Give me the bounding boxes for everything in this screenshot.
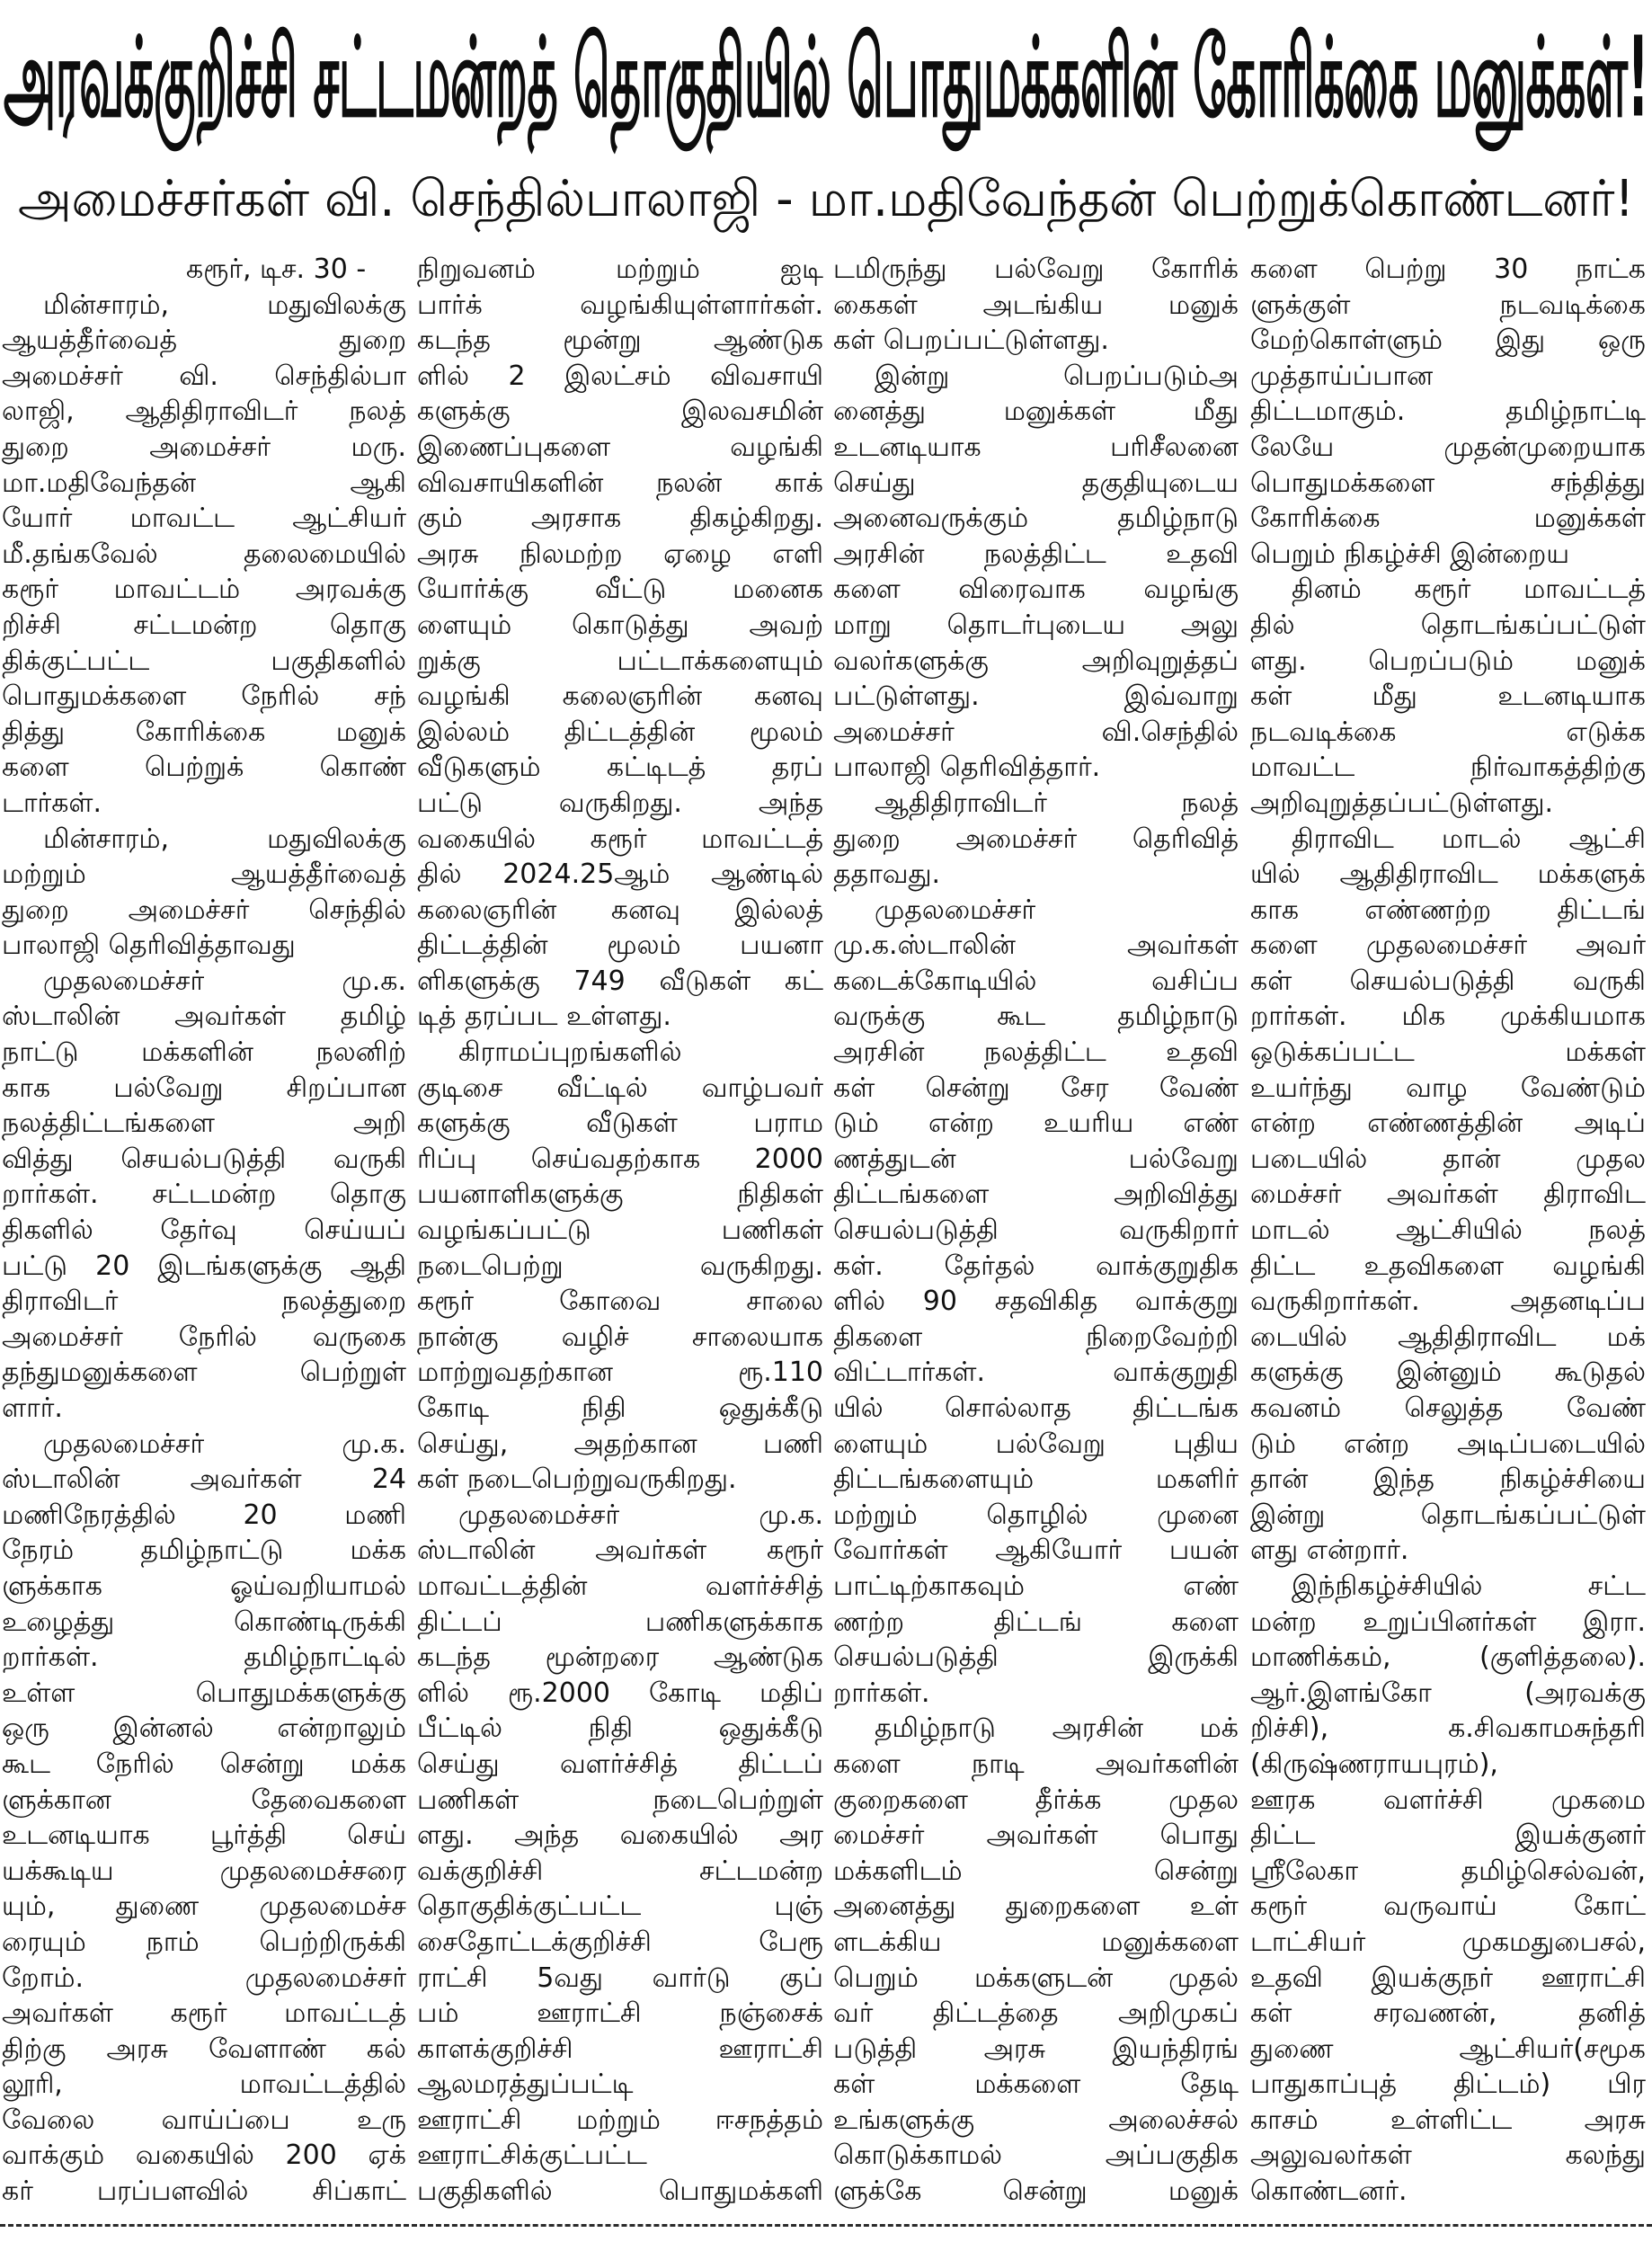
article-line: ளுக்குள் நடவடிக்கை <box>1250 289 1646 321</box>
article-line: திட்ட உதவிகளை வழங்கி <box>1250 1250 1646 1282</box>
article-line: ளையும் பல்வேறு புதிய <box>833 1428 1239 1460</box>
article-line: றார்கள். மிக முக்கியமாக <box>1250 1001 1646 1033</box>
article-line: முதலமைச்சர் மு.க. <box>43 1428 406 1460</box>
article-line: பாலாஜி தெரிவித்தாவது <box>2 930 296 962</box>
article-line: துறை அமைச்சர் தெரிவித் <box>833 823 1239 855</box>
article-line: ஊராட்சிக்குட்பட்ட <box>417 2140 647 2172</box>
article-line: தமிழ்நாடு அரசின் மக் <box>875 1713 1239 1745</box>
article-line: இல்லம் திட்டத்தின் மூலம் <box>417 716 823 748</box>
article-line: வருக்கு கூட தமிழ்நாடு <box>833 1001 1239 1033</box>
article-line: திட்டப் பணிகளுக்காக <box>417 1606 823 1638</box>
article-line: வக்குறிச்சி சட்டமன்ற <box>417 1855 823 1887</box>
article-line: ளிகளுக்கு 749 வீடுகள் கட் <box>417 965 823 997</box>
article-line: கும் அரசாக திகழ்கிறது. <box>417 503 823 535</box>
article-line: பொதுமக்களை சந்தித்து <box>1250 467 1646 499</box>
article-line: கள் பெறப்பட்டுள்ளது. <box>833 325 1109 357</box>
article-line: கொண்டனர். <box>1250 2175 1408 2208</box>
article-line: கள் சென்று சேர வேண் <box>833 1072 1239 1104</box>
article-line: யும், துணை முதலமைச்ச <box>2 1891 406 1923</box>
article-line: ஊராட்சி மற்றும் ஈசநத்தம் <box>417 2104 823 2136</box>
article-line: துறை அமைச்சர் மரு. <box>2 431 406 463</box>
article-line: நடவடிக்கை எடுக்க <box>1250 716 1646 748</box>
article-line: தொகுதிக்குட்பட்ட புஞ் <box>417 1891 823 1923</box>
article-line: திராவிட மாடல் ஆட்சி <box>1292 823 1646 855</box>
article-line: திட்டத்தின் மூலம் பயனா <box>417 930 823 962</box>
article-line: உழைத்து கொண்டிருக்கி <box>2 1606 406 1638</box>
article-line: பெறும் மக்களுடன் முதல் <box>833 1962 1239 1994</box>
article-line: காசம் உள்ளிட்ட அரசு <box>1250 2104 1646 2136</box>
article-line: பாட்டிற்காகவும் எண் <box>833 1570 1239 1602</box>
article-line: நலத்திட்டங்களை அறி <box>2 1108 406 1140</box>
article-line: உதவி இயக்குநர் ஊராட்சி <box>1250 1962 1646 1994</box>
article-line: லாஜி, ஆதிதிராவிடர் நலத் <box>2 396 406 428</box>
article-line: ஸ்டாலின் அவர்கள் 24 <box>2 1464 406 1496</box>
article-line: யில் ஆதிதிராவிட மக்களுக் <box>1250 859 1646 891</box>
article-line: றார்கள். தமிழ்நாட்டில் <box>2 1641 406 1674</box>
article-line: கைகள் அடங்கிய மனுக் <box>833 289 1239 321</box>
headline: அரவக்குறிச்சி சட்டமன்றத் தொகுதியில் பொதுமக்களின் கோரிக்கை மனுக்கள்! <box>4 13 1648 142</box>
article-line: மாற்றுவதற்கான ரூ.110 <box>417 1357 823 1389</box>
article-line: செயல்படுத்தி இருக்கி <box>833 1641 1239 1674</box>
article-line: ஸ்டாலின் அவர்கள் தமிழ் <box>2 1001 406 1033</box>
article-column-2 <box>417 252 823 2215</box>
article-line: களை நாடி அவர்களின் <box>833 1748 1239 1780</box>
article-line: அரசு நிலமற்ற ஏழை எளி <box>417 538 823 570</box>
article-line: வலர்களுக்கு அறிவுறுத்தப் <box>833 645 1239 677</box>
article-line: கடந்த மூன்றரை ஆண்டுக <box>417 1641 823 1674</box>
article-line: கரூர் மாவட்டம் அரவக்கு <box>2 574 406 606</box>
article-column-1 <box>2 252 406 2215</box>
article-line: ஸ்டாலின் அவர்கள் கரூர் <box>417 1535 823 1567</box>
article-line: செய்து, அதற்கான பணி <box>417 1428 823 1460</box>
article-column-4 <box>1250 252 1646 2215</box>
article-line: னைத்து மனுக்கள் மீது <box>833 396 1239 428</box>
article-line: உள்ள பொதுமக்களுக்கு <box>2 1677 406 1709</box>
article-line: ளடக்கிய மனுக்களை <box>833 1926 1239 1958</box>
article-line: ஸ்ரீலேகா தமிழ்செல்வன், <box>1250 1855 1646 1887</box>
article-line: களுக்கு இலவசமின் <box>417 396 823 428</box>
article-line: பார்க் வழங்கியுள்ளார்கள். <box>417 289 823 321</box>
article-line: றிச்சி சட்டமன்ற தொகு <box>2 609 406 641</box>
article-line: ளில் 2 இலட்சம் விவசாயி <box>417 360 823 392</box>
article-line: வழங்கி கலைஞரின் கனவு <box>417 681 823 713</box>
article-line: திட்ட இயக்குனர் <box>1250 1819 1646 1852</box>
article-line: கிராமப்புறங்களில் <box>458 1036 682 1069</box>
article-line: கோடி நிதி ஒதுக்கீடு <box>417 1392 823 1424</box>
article-line: யோர் மாவட்ட ஆட்சியர் <box>2 503 406 535</box>
article-line: காளக்குறிச்சி ஊராட்சி <box>417 2033 823 2065</box>
article-line: களுக்கு இன்னும் கூடுதல் <box>1250 1357 1646 1389</box>
article-line: திகளில் தேர்வு செய்யப் <box>2 1214 406 1247</box>
article-line: வர் திட்டத்தை அறிமுகப் <box>833 1997 1239 2030</box>
article-line: மின்சாரம், மதுவிலக்கு <box>43 823 406 855</box>
article-paragraph <box>833 893 1239 1712</box>
article-line: களை முதலமைச்சர் அவர் <box>1250 930 1646 962</box>
article-line: மன்ற உறுப்பினர்கள் இரா. <box>1250 1606 1646 1638</box>
article-line: றார்கள். <box>833 1677 930 1709</box>
article-line: தில் 2024.25ஆம் ஆண்டில் <box>417 859 823 891</box>
article-line: செய்து வளர்ச்சித் திட்டப் <box>417 1748 823 1780</box>
article-line: மணிநேரத்தில் 20 மணி <box>2 1499 406 1531</box>
article-line: ரையும் நாம் பெற்றிருக்கி <box>2 1926 406 1958</box>
article-line: தில் தொடங்கப்பட்டுள் <box>1250 609 1646 641</box>
article-line: ளது. பெறப்படும் மனுக் <box>1250 645 1646 677</box>
article-line: விவசாயிகளின் நலன் காக் <box>417 467 823 499</box>
article-line: ளுக்கே சென்று மனுக் <box>833 2175 1239 2208</box>
article-paragraph <box>833 786 1239 893</box>
article-line: அமைச்சர் வி.செந்தில் <box>833 716 1239 748</box>
article-line: மீ.தங்கவேல் தலைமையில் <box>2 538 406 570</box>
article-line: கரூர் வருவாய் கோட் <box>1250 1891 1646 1923</box>
article-line: விட்டார்கள். வாக்குறுதி <box>833 1357 1239 1389</box>
article-paragraph <box>1250 822 1646 1569</box>
article-line: லூரி, மாவட்டத்தில் <box>2 2069 406 2101</box>
article-line: டித் தரப்பட உள்ளது. <box>417 1001 671 1033</box>
article-line: டையில் ஆதிதிராவிட மக் <box>1250 1321 1646 1353</box>
article-line: ஒடுக்கப்பட்ட மக்கள் <box>1250 1036 1646 1069</box>
article-line: டாட்சியர் முகமதுபைசல், <box>1250 1926 1646 1958</box>
article-line: ளார். <box>2 1392 63 1424</box>
article-paragraph <box>2 1427 406 2210</box>
article-line: பட்டு வருகிறது. அந்த <box>417 787 823 819</box>
article-line: கள் மீது உடனடியாக <box>1250 681 1646 713</box>
article-line: ணற்ற திட்டங் களை <box>833 1606 1239 1638</box>
article-line: வித்து செயல்படுத்தி வருகி <box>2 1143 406 1175</box>
article-line: திகளை நிறைவேற்றி <box>833 1321 1239 1353</box>
article-line: வோர்கள் ஆகியோர் பயன் <box>833 1535 1239 1567</box>
article-line: திட்டமாகும். தமிழ்நாட்டி <box>1250 396 1646 428</box>
article-line: இன்று தொடங்கப்பட்டுள் <box>1250 1499 1646 1531</box>
article-paragraph <box>1250 572 1646 821</box>
article-line: மைச்சர் அவர்கள் பொது <box>833 1819 1239 1852</box>
article-line: அறிவுறுத்தப்பட்டுள்ளது. <box>1250 787 1554 819</box>
article-line: படையில் தான் முதல <box>1250 1143 1646 1175</box>
article-line: ளது. அந்த வகையில் அர <box>417 1819 823 1852</box>
article-line: கவனம் செலுத்த வேண் <box>1250 1392 1646 1424</box>
article-line: மைச்சர் அவர்கள் திராவிட <box>1250 1179 1646 1211</box>
article-line: இன்று பெறப்படும்அ <box>875 360 1239 392</box>
article-paragraph <box>2 964 406 1427</box>
article-line: துணை ஆட்சியர்(சமூக <box>1250 2033 1646 2065</box>
article-line: பீட்டில் நிதி ஒதுக்கீடு <box>417 1713 823 1745</box>
article-line: ளுக்காக ஓய்வறியாமல் <box>2 1570 406 1602</box>
article-line: வாக்கும் வகையில் 200 ஏக் <box>2 2140 406 2172</box>
article-line: துறை அமைச்சர் செந்தில் <box>2 894 406 926</box>
article-line: தான் இந்த நிகழ்ச்சியை <box>1250 1464 1646 1496</box>
article-line: இணைப்புகளை வழங்கி <box>417 431 823 463</box>
article-line: ஆலமரத்துப்பட்டி <box>417 2069 634 2101</box>
article-line: ஆர்.இளங்கோ (அரவக்கு <box>1250 1677 1646 1709</box>
article-line: சைதோட்டக்குறிச்சி பேரூ <box>417 1926 823 1958</box>
article-line: டமிருந்து பல்வேறு கோரிக் <box>833 254 1239 285</box>
article-line: செய்து தகுதியுடைய <box>833 467 1239 499</box>
article-line: களை பெற்றுக் கொண் <box>2 752 406 784</box>
article-paragraph <box>417 252 823 1035</box>
article-line: அனைத்து துறைகளை உள் <box>833 1891 1239 1923</box>
article-line: ளது என்றார். <box>1250 1535 1409 1567</box>
article-line: அரசின் நலத்திட்ட உதவி <box>833 538 1239 570</box>
article-line: உடனடியாக பரிசீலனை <box>833 431 1239 463</box>
article-line: அரசின் நலத்திட்ட உதவி <box>833 1036 1239 1069</box>
article-line: யோர்க்கு வீட்டு மனைக <box>417 574 823 606</box>
article-line: அமைச்சர் நேரில் வருகை <box>2 1321 406 1353</box>
article-line: கூட நேரில் சென்று மக்க <box>2 1748 406 1780</box>
article-line: டும் என்ற உயரிய எண் <box>833 1108 1239 1140</box>
article-line: ரிப்பு செய்வதற்காக 2000 <box>417 1143 823 1175</box>
article-line: நிறுவனம் மற்றும் ஐடி <box>417 254 823 285</box>
article-line: லேயே முதன்முறையாக <box>1250 431 1646 463</box>
article-line: மாறு தொடர்புடைய அலு <box>833 609 1239 641</box>
article-line: காக பல்வேறு சிறப்பான <box>2 1072 406 1104</box>
article-line: ஆயத்தீர்வைத் துறை <box>2 325 406 357</box>
article-line: பொதுமக்களை நேரில் சந் <box>2 681 406 713</box>
article-line: றார்கள். சட்டமன்ற தொகு <box>2 1179 406 1211</box>
article-line: தித்து கோரிக்கை மனுக் <box>2 716 406 748</box>
article-line: கடந்த மூன்று ஆண்டுக <box>417 325 823 357</box>
article-line: வருகிறார்கள். அதனடிப்ப <box>1250 1286 1646 1318</box>
article-line: ளையும் கொடுத்து அவற் <box>417 609 823 641</box>
article-line: பகுதிகளில் பொதுமக்களி <box>417 2175 823 2208</box>
article-paragraph <box>2 822 406 964</box>
article-line: செயல்படுத்தி வருகிறார் <box>833 1214 1239 1247</box>
article-line: திட்டங்களையும் மகளிர் <box>833 1464 1239 1496</box>
article-paragraph <box>833 252 1239 359</box>
article-line: மாவட்டத்தின் வளர்ச்சித் <box>417 1570 823 1602</box>
article-line: ளில் ரூ.2000 கோடி மதிப் <box>417 1677 823 1709</box>
article-line: மு.க.ஸ்டாலின் அவர்கள் <box>833 930 1239 962</box>
article-line: என்ற எண்ணத்தின் அடிப் <box>1250 1108 1646 1140</box>
article-line: கோரிக்கை மனுக்கள் <box>1250 503 1646 535</box>
article-line: றுக்கு பட்டாக்களையும் <box>417 645 823 677</box>
article-line: மா.மதிவேந்தன் ஆகி <box>2 467 406 499</box>
article-line: ளில் 90 சதவிகித வாக்குறு <box>833 1286 1239 1318</box>
article-line: அனைவருக்கும் தமிழ்நாடு <box>833 503 1239 535</box>
article-line: களை பெற்று 30 நாட்க <box>1250 254 1646 285</box>
article-line: கர் பரப்பளவில் சிப்காட் <box>2 2175 406 2208</box>
article-line: பயனாளிகளுக்கு நிதிகள் <box>417 1179 823 1211</box>
article-line: கடைக்கோடியில் வசிப்ப <box>833 965 1239 997</box>
article-line: அமைச்சர் வி. செந்தில்பா <box>2 360 406 392</box>
article-line: கள் மக்களை தேடி <box>833 2069 1239 2101</box>
article-line: கரூர் கோவை சாலை <box>417 1286 823 1318</box>
article-line: (கிருஷ்ணராயபுரம்), <box>1250 1748 1498 1780</box>
article-paragraph <box>833 1711 1239 2209</box>
article-line: றிச்சி), க.சிவகாமசுந்தரி <box>1250 1713 1646 1745</box>
article-line: ஊரக வளர்ச்சி முகமை <box>1250 1784 1646 1816</box>
article-line: வகையில் கரூர் மாவட்டத் <box>417 823 823 855</box>
article-paragraph <box>2 288 406 822</box>
article-line: திராவிடர் நலத்துறை <box>2 1286 406 1318</box>
article-line: பட்டு 20 இடங்களுக்கு ஆதி <box>2 1250 406 1282</box>
article-line: டார்கள். <box>2 787 102 819</box>
article-line: நான்கு வழிச் சாலையாக <box>417 1321 823 1353</box>
article-line: முதலமைச்சர் மு.க. <box>458 1499 823 1531</box>
article-paragraph <box>1250 252 1646 572</box>
article-line: யக்கூடிய முதலமைச்சரை <box>2 1855 406 1887</box>
article-line: மக்களிடம் சென்று <box>833 1855 1239 1887</box>
article-line: களுக்கு வீடுகள் பராம <box>417 1108 823 1140</box>
article-line: முதலமைச்சர் <box>875 894 1036 926</box>
article-line: உங்களுக்கு அலைச்சல் <box>833 2104 1239 2136</box>
article-line: றோம். முதலமைச்சர் <box>2 1962 406 1994</box>
article-line: படுத்தி அரசு இயந்திரங் <box>833 2033 1239 2065</box>
article-line: கள் சரவணன், தனித் <box>1250 1997 1646 2030</box>
article-line: பாலாஜி தெரிவித்தார். <box>833 752 1101 784</box>
article-line: யில் சொல்லாத திட்டங்க <box>833 1392 1239 1424</box>
article-line: மின்சாரம், மதுவிலக்கு <box>43 289 406 321</box>
article-line: பட்டுள்ளது. இவ்வாறு <box>833 681 1239 713</box>
article-line: வேலை வாய்ப்பை உரு <box>2 2104 406 2136</box>
article-line: கள் நடைபெற்றுவருகிறது. <box>417 1464 737 1496</box>
article-line: உடனடியாக பூர்த்தி செய் <box>2 1819 406 1852</box>
article-line: இந்நிகழ்ச்சியில் சட்ட <box>1292 1570 1646 1602</box>
bottom-dashed-rule <box>0 2224 1652 2227</box>
article-paragraph <box>833 359 1239 786</box>
article-line: அவர்கள் கரூர் மாவட்டத் <box>2 1997 406 2030</box>
article-line: மற்றும் தொழில் முனை <box>833 1499 1239 1531</box>
article-line: களை விரைவாக வழங்கு <box>833 574 1239 606</box>
article-line: ணத்துடன் பல்வேறு <box>833 1143 1239 1175</box>
article-line: குடிசை வீட்டில் வாழ்பவர் <box>417 1072 823 1104</box>
article-line: திட்டங்களை அறிவித்து <box>833 1179 1239 1211</box>
article-line: நாட்டு மக்களின் நலனிற் <box>2 1036 406 1069</box>
article-line: கள் செயல்படுத்தி வருகி <box>1250 965 1646 997</box>
article-paragraph <box>417 1035 823 1498</box>
article-line: ஆதிதிராவிடர் நலத் <box>875 787 1239 819</box>
article-line: வழங்கப்பட்டு பணிகள் <box>417 1214 823 1247</box>
article-line: முத்தாய்ப்பான <box>1250 360 1434 392</box>
article-line: கொடுக்காமல் அப்பகுதிக <box>833 2140 1239 2172</box>
article-line: மாவட்ட நிர்வாகத்திற்கு <box>1250 752 1646 784</box>
subheadline: அமைச்சர்கள் வி. செந்தில்பாலாஜி - மா.மதிவேந்தன் பெற்றுக்கொண்டனர்! <box>18 170 1634 228</box>
article-line: அலுவலர்கள் கலந்து <box>1250 2140 1646 2172</box>
article-line: முதலமைச்சர் மு.க. <box>43 965 406 997</box>
article-line: திக்குட்பட்ட பகுதிகளில் <box>2 645 406 677</box>
article-line: கலைஞரின் கனவு இல்லத் <box>417 894 823 926</box>
article-line: மேற்கொள்ளும் இது ஒரு <box>1250 325 1646 357</box>
dateline: கரூர், டிச. 30 - <box>186 254 367 285</box>
article-line: டும் என்ற அடிப்படையில் <box>1250 1428 1646 1460</box>
article-line: காக எண்ணற்ற திட்டங் <box>1250 894 1646 926</box>
article-line: ராட்சி 5வது வார்டு குப் <box>417 1962 823 1994</box>
article-line: வீடுகளும் கட்டிடத் தரப் <box>417 752 823 784</box>
article-line: பம் ஊராட்சி நஞ்சைக் <box>417 1997 823 2030</box>
article-line: ளுக்கான தேவைகளை <box>2 1784 406 1816</box>
article-line: மற்றும் ஆயத்தீர்வைத் <box>2 859 406 891</box>
article-line: பணிகள் நடைபெற்றுள் <box>417 1784 823 1816</box>
article-line: கள். தேர்தல் வாக்குறுதிக <box>833 1250 1239 1282</box>
article-column-3 <box>833 252 1239 2215</box>
article-line: மாணிக்கம், (குளித்தலை). <box>1250 1641 1646 1674</box>
article-line: உயர்ந்து வாழ வேண்டும் <box>1250 1072 1646 1104</box>
article-line: ஒரு இன்னல் என்றாலும் <box>2 1713 406 1745</box>
article-line: பாதுகாப்புத் திட்டம்) பிர <box>1250 2069 1646 2101</box>
article-line: தந்துமனுக்களை பெற்றுள் <box>2 1357 406 1389</box>
article-line: மாடல் ஆட்சியில் நலத் <box>1250 1214 1646 1247</box>
article-line: நேரம் தமிழ்நாட்டு மக்க <box>2 1535 406 1567</box>
article-line: பெறும் நிகழ்ச்சி இன்றைய <box>1250 538 1570 570</box>
article-line: நடைபெற்று வருகிறது. <box>417 1250 823 1282</box>
article-paragraph <box>1250 1569 1646 2210</box>
article-line: திற்கு அரசு வேளாண் கல் <box>2 2033 406 2065</box>
article-paragraph <box>417 1498 823 2210</box>
article-line: குறைகளை தீர்க்க முதல <box>833 1784 1239 1816</box>
article-line: ததாவது. <box>833 859 941 891</box>
article-line: தினம் கரூர் மாவட்டத் <box>1292 574 1646 606</box>
